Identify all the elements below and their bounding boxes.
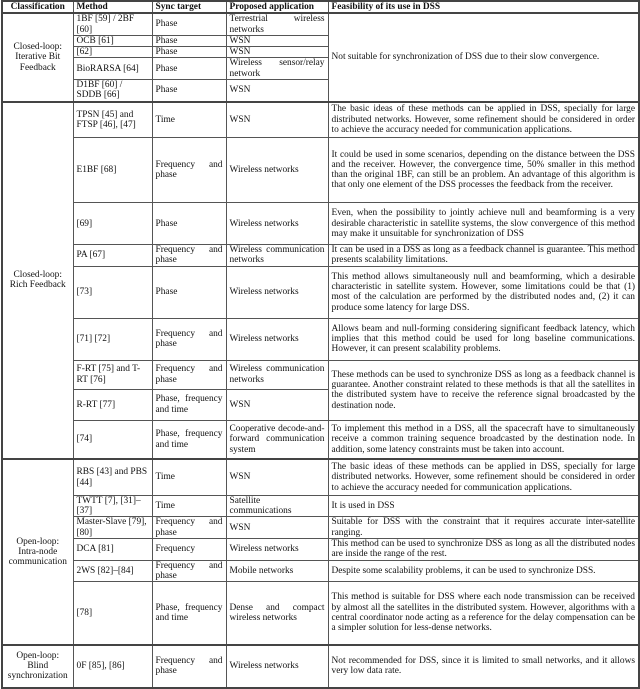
application-cell: WSN	[226, 517, 328, 539]
method-cell: R-RT [77]	[73, 389, 152, 420]
sync-target-cell: Phase	[152, 47, 226, 58]
table-row	[2, 538, 639, 560]
application-cell: Wireless networks	[226, 538, 328, 560]
sync-target-cell: Frequency and phase	[152, 360, 226, 389]
table-body	[2, 13, 639, 687]
table-row	[2, 495, 639, 517]
method-cell: 2WS [82]–[84]	[73, 560, 152, 582]
sync-methods-table	[1, 0, 640, 689]
method-cell: E1BF [68]	[73, 138, 152, 203]
application-cell: WSN	[226, 102, 328, 138]
method-cell: 1BF [59] / 2BF [60]	[73, 13, 152, 35]
application-cell: WSN	[226, 35, 328, 46]
method-cell: DCA [81]	[73, 538, 152, 560]
table-row	[2, 645, 639, 688]
table-row	[2, 266, 639, 318]
feasibility-cell: Even, when the possibility to jointly achieve null and beamforming is a very desirable characteristic in satellite systems, the slow convergence of this method may make it unsuitable for synchronization of DSS	[328, 203, 639, 245]
table-row	[2, 459, 639, 495]
table-row	[2, 517, 639, 539]
table-row	[2, 582, 639, 645]
feasibility-cell: Despite some scalability problems, it can be used to synchronize DSS.	[328, 560, 639, 582]
classification-cell: Closed-loop: Rich Feedback	[2, 102, 73, 460]
feasibility-cell: It could be used in some scenarios, depending on the distance between the DSS and the receiver. However, the convergence time, 50% smaller in this method than the original 1BF, can still be an problem. An advantage of this algorithm is that only one element of the DSS processes the feedback from the receiver.	[328, 138, 639, 203]
table-header-row	[2, 1, 639, 13]
table-row	[2, 102, 639, 138]
method-cell: [62]	[73, 47, 152, 58]
header-classification: Classification	[2, 1, 73, 13]
method-cell: D1BF [60] / SDDB [66]	[73, 80, 152, 102]
table-row	[2, 560, 639, 582]
method-cell: TWTT [7], [31]–[37]	[73, 495, 152, 517]
application-cell: Wireless communication networks	[226, 360, 328, 389]
method-cell: [73]	[73, 266, 152, 318]
method-cell: OCB [61]	[73, 35, 152, 46]
table-row	[2, 420, 639, 459]
sync-target-cell: Phase	[152, 13, 226, 35]
application-cell: Mobile networks	[226, 560, 328, 582]
classification-cell: Open-loop: Intra-node communication	[2, 459, 73, 644]
sync-target-cell: Time	[152, 102, 226, 138]
sync-target-cell: Phase	[152, 58, 226, 80]
application-cell: Wireless networks	[226, 138, 328, 203]
sync-target-cell: Frequency and phase	[152, 138, 226, 203]
method-cell: F-RT [75] and T-RT [76]	[73, 360, 152, 389]
table-row	[2, 245, 639, 267]
header-feasibility: Feasibility of its use in DSS	[328, 1, 639, 13]
application-cell: WSN	[226, 80, 328, 102]
table-row	[2, 138, 639, 203]
application-cell: Terrestrial wireless networks	[226, 13, 328, 35]
application-cell: WSN	[226, 47, 328, 58]
sync-target-cell: Phase	[152, 203, 226, 245]
sync-target-cell: Frequency and phase	[152, 645, 226, 688]
sync-target-cell: Frequency and phase	[152, 517, 226, 539]
sync-target-cell: Frequency and phase	[152, 560, 226, 582]
feasibility-cell: To implement this method in a DSS, all the spacecraft have to simultaneously receive a common training sequence broadcasted by the destination node. In addition, some latency constraints must be taken into account.	[328, 420, 639, 459]
feasibility-cell: This method can be used to synchronize DSS as long as all the distributed nodes are inside the range of the rest.	[328, 538, 639, 560]
classification-cell: Closed-loop: Iterative Bit Feedback	[2, 13, 73, 101]
header-sync-target: Sync target	[152, 1, 226, 13]
feasibility-cell: These methods can be used to synchronize DSS as long as a feedback channel is guarantee. Another constraint related to these methods is that all the satellites in the distributed system have to receive the reference signal broadcasted by the destination node.	[328, 360, 639, 420]
application-cell: Dense and compact wireless networks	[226, 582, 328, 645]
application-cell: Satellite communications	[226, 495, 328, 517]
application-cell: Cooperative decode-and-forward communication system	[226, 420, 328, 459]
sync-target-cell: Phase	[152, 80, 226, 102]
method-cell: 0F [85], [86]	[73, 645, 152, 688]
table-row	[2, 13, 639, 35]
feasibility-cell: Suitable for DSS with the constraint that it requires accurate inter-satellite ranging.	[328, 517, 639, 539]
method-cell: PA [67]	[73, 245, 152, 267]
sync-target-cell: Phase, frequency and time	[152, 389, 226, 420]
sync-target-cell: Phase	[152, 35, 226, 46]
method-cell: TPSN [45] and FTSP [46], [47]	[73, 102, 152, 138]
sync-target-cell: Frequency and phase	[152, 245, 226, 267]
sync-target-cell: Frequency	[152, 538, 226, 560]
method-cell: RBS [43] and PBS [44]	[73, 459, 152, 495]
application-cell: WSN	[226, 389, 328, 420]
method-cell: [71] [72]	[73, 318, 152, 360]
sync-target-cell: Phase	[152, 266, 226, 318]
header-proposed-application: Proposed application	[226, 1, 328, 13]
table-row	[2, 318, 639, 360]
application-cell: Wireless sensor/relay network	[226, 58, 328, 80]
table-row	[2, 360, 639, 389]
method-cell: BioRARSA [64]	[73, 58, 152, 80]
method-cell: Master-Slave [79], [80]	[73, 517, 152, 539]
feasibility-cell: This method allows simultaneously null and beamforming, which a desirable characteristic in satellite system. However, some limitations could be that (1) most of the calculation are performed by the distributed nodes and, (2) it can produce some latency for large DSS.	[328, 266, 639, 318]
application-cell: Wireless networks	[226, 266, 328, 318]
sync-target-cell: Time	[152, 459, 226, 495]
application-cell: Wireless networks	[226, 318, 328, 360]
sync-target-cell: Frequency and phase	[152, 318, 226, 360]
feasibility-cell: It can be used in a DSS as long as a feedback channel is guarantee. This method presents scalability limitations.	[328, 245, 639, 267]
application-cell: Wireless networks	[226, 203, 328, 245]
feasibility-cell: Not suitable for synchronization of DSS due to their slow convergence.	[328, 13, 639, 101]
method-cell: [69]	[73, 203, 152, 245]
application-cell: WSN	[226, 459, 328, 495]
feasibility-cell: Not recommended for DSS, since it is limited to small networks, and it allows very low data rate.	[328, 645, 639, 688]
method-cell: [78]	[73, 582, 152, 645]
feasibility-cell: This method is suitable for DSS where each node transmission can be received by almost all the satellites in the distributed system. However, algorithms with a central coordinator node acting as a reference for the delay compensation can be a simpler solution for less-dense networks.	[328, 582, 639, 645]
feasibility-cell: Allows beam and null-forming considering significant feedback latency, which implies that this method could be used for long baseline communications. However, it can present scalability problems.	[328, 318, 639, 360]
header-method: Method	[73, 1, 152, 13]
sync-target-cell: Time	[152, 495, 226, 517]
sync-target-cell: Phase, frequency and time	[152, 582, 226, 645]
table-row	[2, 203, 639, 245]
application-cell: Wireless communication networks	[226, 245, 328, 267]
method-cell: [74]	[73, 420, 152, 459]
application-cell: Wireless networks	[226, 645, 328, 688]
feasibility-cell: The basic ideas of these methods can be applied in DSS, specially for large distributed networks. However, some refinement should be considered in order to achieve the accuracy needed for communication applications.	[328, 459, 639, 495]
feasibility-cell: It is used in DSS	[328, 495, 639, 517]
classification-cell: Open-loop: Blind synchronization	[2, 645, 73, 688]
feasibility-cell: The basic ideas of these methods can be applied in DSS, specially for large distributed networks. However, some refinement should be considered in order to achieve the accuracy needed for communication applications.	[328, 102, 639, 138]
sync-target-cell: Phase, frequency and time	[152, 420, 226, 459]
